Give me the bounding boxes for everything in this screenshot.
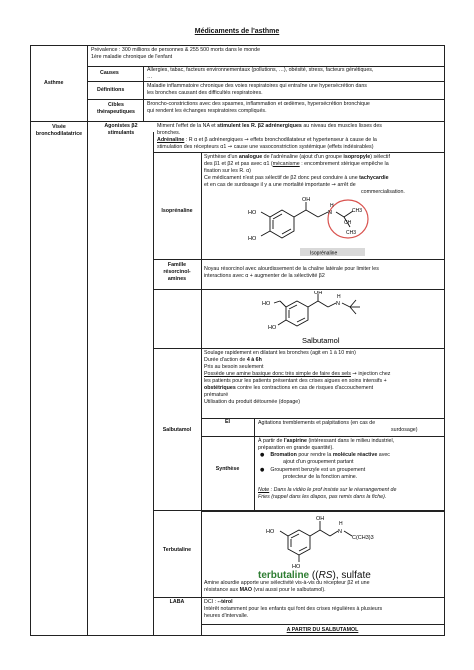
sal-s2b: 4 à 6h bbox=[246, 357, 262, 363]
iso-ho-2: HO bbox=[248, 236, 257, 242]
iso-ch3-1: CH3 bbox=[352, 208, 363, 214]
sy-1b: l'aspirine bbox=[283, 438, 307, 444]
terb-t2c: (vrai aussi pour le salbutamol). bbox=[251, 587, 326, 593]
iso-l2c: : encombrement stérique empêche la bbox=[299, 161, 389, 167]
terbutaline-label: Terbutaline bbox=[162, 547, 192, 553]
prevalence-line-1: Prévalence : 300 millions de personnes & 255 500 morts dans le monde bbox=[91, 47, 261, 53]
inner-line-mid bbox=[201, 436, 444, 437]
iso-l4b: tachycardie bbox=[359, 175, 389, 181]
isoprenaline-structure bbox=[240, 195, 410, 257]
bullet-icon: ● bbox=[260, 467, 265, 473]
sal-line-7: prématuré bbox=[204, 392, 229, 398]
terb-col-divider bbox=[201, 510, 202, 597]
laba-label: LABA bbox=[169, 599, 185, 605]
iso-line-5 bbox=[204, 182, 442, 189]
asthme-label: Asthme bbox=[44, 80, 64, 86]
agonistes-label-2: stimulants bbox=[107, 130, 135, 136]
row-line-6 bbox=[153, 259, 445, 260]
laba-line-3: heures d'intervalle. bbox=[204, 613, 249, 619]
salbutamol-label: Salbutamol bbox=[162, 427, 192, 433]
row-line-2 bbox=[87, 81, 445, 82]
laba-l1b: --térol bbox=[217, 599, 233, 605]
iso-h: H bbox=[330, 203, 334, 209]
synth-line-2: préparation en grande quantité). bbox=[258, 445, 334, 451]
prevalence-line-2: 1ère maladie chronique de l'enfant bbox=[91, 54, 173, 60]
iso-oh: OH bbox=[302, 197, 311, 203]
row-line-7 bbox=[153, 289, 445, 290]
definitions-label: Définitions bbox=[97, 87, 125, 93]
laba-line-2: Intérêt notamment pour les enfants qui font des crises régulières à plusieurs bbox=[204, 606, 383, 612]
table-border-right bbox=[444, 45, 445, 636]
row-line-3 bbox=[87, 99, 445, 100]
fam-col-divider bbox=[201, 259, 202, 348]
row-line-11 bbox=[201, 624, 444, 625]
iso-line-6: commercialisation. bbox=[361, 189, 405, 195]
causes-text-2: … bbox=[147, 74, 153, 80]
sal-line-6 bbox=[204, 385, 442, 392]
note-b: : Dans la vidéo le prof insiste sur le réarrangement de bbox=[269, 487, 397, 493]
iso-l4a: Ce médicament n'est pas sélectif de β2 donc peut conduire à une bbox=[204, 175, 360, 181]
synth-line-6: protecteur de la fonction amine. bbox=[283, 474, 358, 480]
mimic-b: stimulent les R. β2 adrénergiques bbox=[217, 123, 302, 129]
terb-text-1: Amine alourdie apporte une sélectivité vis-à-vis du récepteur β2 et une bbox=[204, 580, 370, 586]
sal-s4a: Possède une amine basique donc très simple de faire des sels bbox=[204, 371, 351, 377]
terb-ch3: C(CH3)3 bbox=[352, 535, 374, 541]
mimic-text bbox=[157, 123, 442, 130]
iso-n: N bbox=[328, 210, 332, 216]
adrenaline-text-2 bbox=[157, 144, 442, 151]
iso-l1b: analogue bbox=[238, 154, 263, 160]
sal-h: H bbox=[337, 294, 341, 300]
terb-ho-1: HO bbox=[266, 529, 275, 535]
mimic-a: Miment l'effet de la NA et bbox=[157, 123, 218, 129]
terb-ho-2: HO bbox=[292, 564, 301, 570]
sal-s2a: Durée d'action de bbox=[204, 357, 247, 363]
inner-line-col bbox=[254, 418, 255, 511]
arrow-icon: → bbox=[331, 182, 336, 188]
terb-name: terbutaline ((RS), sulfate bbox=[258, 570, 371, 580]
page-title: Médicaments de l'asthme bbox=[194, 28, 280, 35]
iso-ho-1: HO bbox=[248, 210, 257, 216]
adr-b: effets bronchodilatateur et hypertenseur à cause de la bbox=[248, 137, 377, 143]
sy-1a: À partir de bbox=[258, 438, 284, 444]
mimic-c: au niveau des muscles lisses des bbox=[301, 123, 382, 129]
iso-l1e: ) sélectif bbox=[370, 154, 390, 160]
sal-s6b: contre les contractions en cas de risques d'accouchement bbox=[235, 385, 374, 391]
sy-1c: (intéressant dans le milieu industriel, bbox=[306, 438, 395, 444]
synth-note-2: Fries (rappel dans les diapos, pas remis dans la fiche). bbox=[258, 494, 387, 500]
note-a: Note bbox=[258, 487, 270, 493]
row-line-8 bbox=[153, 348, 445, 349]
iso-l5b: arrêt de bbox=[335, 182, 356, 188]
iso-l1c: de l'adrénaline (ajout d'un groupe bbox=[262, 154, 344, 160]
terb-oh: OH bbox=[316, 516, 325, 522]
salbutamol-structure bbox=[256, 291, 386, 347]
sal-line-3: Pris au besoin seulement bbox=[204, 364, 264, 370]
sy-3c: molécule réactive bbox=[332, 452, 378, 458]
terb-n: N bbox=[338, 529, 342, 535]
sal-ho-2: HO bbox=[268, 325, 277, 331]
cibles-text-1: Broncho-constrictions avec des spasmes, inflammation et œdèmes, hypersécrétion bronchique bbox=[147, 101, 370, 107]
definitions-text-1: Maladie inflammatoire chronique des voies respiratoires qui entraîne une hypersécrétion dans bbox=[147, 83, 367, 89]
sal-name: Salbutamol bbox=[302, 336, 340, 345]
famille-label-2: résorcinol- bbox=[163, 269, 191, 275]
laba-footer: A PARTIR DU SALBUTAMOL bbox=[286, 627, 359, 633]
agonistes-label-1: Agonistes β2 bbox=[104, 123, 138, 129]
terb-h: H bbox=[339, 521, 343, 527]
iso-l1d: isopropyle bbox=[343, 154, 371, 160]
adr-d: cause une vasoconstriction systémique (effets indésirables) bbox=[232, 144, 374, 150]
sal-s4b: injection chez bbox=[356, 371, 391, 377]
terb-t2b: MAO bbox=[239, 587, 252, 593]
sal-line-5: les patients pour les patients présentant des crises aigues en soins intensifs + bbox=[204, 378, 387, 384]
sy-5: Groupement benzyle est un groupement bbox=[270, 467, 366, 473]
arrow-icon: → bbox=[227, 144, 233, 150]
adr-a: : R α et β adrénergiques bbox=[184, 137, 245, 143]
table-border-top bbox=[30, 45, 445, 46]
arrow-icon: → bbox=[244, 137, 249, 143]
sal-line-1: Soulage rapidement en dilatant les bronches (agit en 1 à 10 min) bbox=[204, 350, 356, 356]
sal-line-8: Utilisation du produit détournée (dopage) bbox=[204, 399, 300, 405]
famille-text-2: interactions avec α + augmenter de la sélectivité β2 bbox=[204, 273, 325, 279]
cibles-text-2: qui rendent les échanges respiratoires compliqués. bbox=[147, 108, 267, 114]
table-border-bottom bbox=[30, 635, 445, 636]
ei-text-1: Agitations tremblements et palpitations (en cas de bbox=[258, 420, 376, 426]
sal-oh: OH bbox=[314, 291, 323, 296]
sy-3b: pour rendre la bbox=[296, 452, 333, 458]
ei-label: EI bbox=[224, 419, 230, 425]
sy-3d: avec bbox=[377, 452, 390, 458]
visee-label-2: bronchodilatatrice bbox=[35, 131, 83, 137]
row-line-5 bbox=[153, 152, 445, 153]
sal-n: N bbox=[336, 301, 340, 307]
synthese-label: Synthèse bbox=[215, 466, 240, 472]
iso-ch: CH bbox=[344, 220, 352, 226]
famille-label-3: amines bbox=[167, 276, 187, 282]
iso-line-3: fixation sur les R. α) bbox=[204, 168, 251, 174]
causes-label: Causes bbox=[100, 70, 119, 76]
cibles-label-1: Cibles bbox=[108, 102, 124, 108]
sy-3a: Bromation bbox=[270, 452, 297, 458]
iso-caption: Isoprénaline bbox=[310, 250, 338, 257]
adrenaline-label: Adrénaline bbox=[157, 137, 185, 143]
adr-c: stimulation des récepteurs α1 bbox=[157, 144, 228, 150]
iso-l5: et en cas de surdosage il y a une mortalité importante bbox=[204, 182, 331, 188]
sal-ho-1: HO bbox=[262, 301, 271, 307]
row-line-4 bbox=[30, 121, 445, 122]
famille-text-1: Noyau résorcinol avec alourdissement de la chaîne latérale pour limiter les bbox=[204, 266, 379, 272]
iso-l2b: mécanisme bbox=[272, 161, 300, 167]
cibles-label-2: thérapeutiques bbox=[97, 109, 135, 115]
iso-l1a: Synthèse d'un bbox=[204, 154, 239, 160]
terb-text-2 bbox=[204, 587, 442, 594]
famille-label-1: Famille bbox=[167, 262, 187, 268]
row-line-10 bbox=[153, 597, 445, 598]
mimic-text-2: bronches. bbox=[157, 130, 181, 136]
isoprenaline-label: Isoprénaline bbox=[161, 208, 193, 214]
bullet-icon: ● bbox=[260, 452, 265, 458]
visee-label-1: Visée bbox=[52, 124, 66, 130]
definitions-text-2: les bronches causant des difficultés respiratoires. bbox=[147, 90, 263, 96]
ei-text-2: surdosage) bbox=[391, 427, 418, 433]
terb-t2a: résistance aux bbox=[204, 587, 240, 593]
terbutaline-structure bbox=[258, 512, 408, 580]
laba-l1a: DCI : bbox=[204, 599, 218, 605]
iso-ch3-2: CH3 bbox=[346, 230, 357, 236]
arrow-icon: → bbox=[352, 371, 357, 377]
causes-text-1: Allergies, tabac, facteurs environnementaux (pollutions, …), obésité, stress, facteurs génétiques, bbox=[147, 67, 374, 73]
synth-line-4: ajout d'un groupement partant bbox=[283, 459, 354, 465]
sal-s6a: obstétriques bbox=[204, 385, 236, 391]
iso-l2: des β1 et β2 et pas avec α1 ( bbox=[204, 161, 273, 167]
